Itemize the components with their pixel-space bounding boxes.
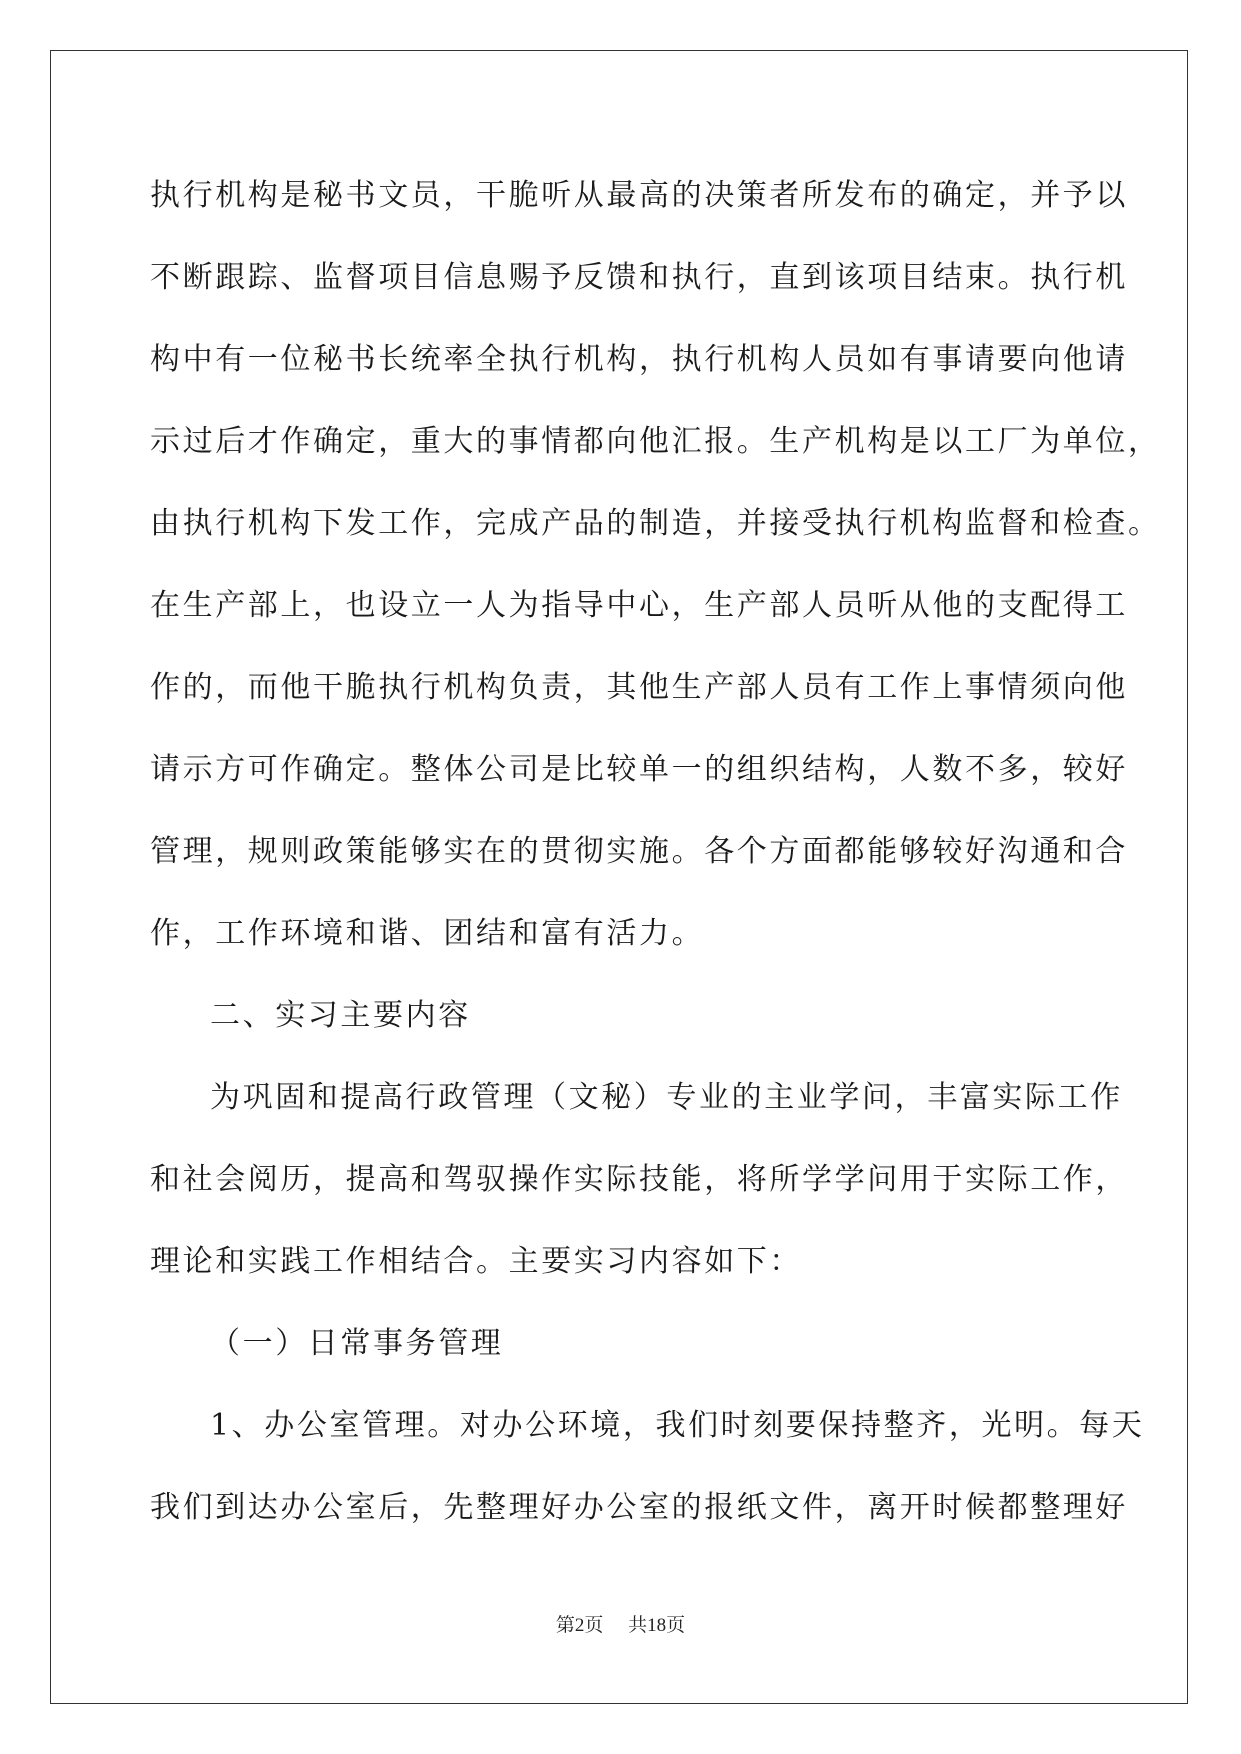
paragraph-line: 为巩固和提高行政管理（文秘）专业的主业学问，丰富实际工作 [210, 1080, 1123, 1115]
paragraph-line: 请示方可作确定。整体公司是比较单一的组织结构，人数不多，较好 [150, 752, 1128, 787]
document-body [150, 155, 1161, 1549]
page-footer [0, 1610, 1241, 1637]
paragraph-line: 由执行机构下发工作，完成产品的制造，并接受执行机构监督和检查。 [150, 506, 1161, 541]
subsection-heading: （一）日常事务管理 [210, 1326, 504, 1361]
page-total: 共18页 [628, 1615, 686, 1636]
paragraph-line: 理论和实践工作相结合。主要实习内容如下： [150, 1244, 802, 1279]
page-number: 第2页 [555, 1615, 604, 1636]
paragraph-line: 构中有一位秘书长统率全执行机构，执行机构人员如有事请要向他请 [150, 342, 1128, 377]
section-heading: 二、实习主要内容 [210, 998, 471, 1033]
paragraph-line: 执行机构是秘书文员，干脆听从最高的决策者所发布的确定，并予以 [150, 178, 1128, 213]
paragraph-line: 管理，规则政策能够实在的贯彻实施。各个方面都能够较好沟通和合 [150, 834, 1128, 869]
paragraph-line: 在生产部上，也设立一人为指导中心，生产部人员听从他的支配得工 [150, 588, 1128, 623]
paragraph-line: 和社会阅历，提高和驾驭操作实际技能，将所学学问用于实际工作， [150, 1162, 1128, 1197]
paragraph-line: 我们到达办公室后，先整理好办公室的报纸文件，离开时候都整理好 [150, 1490, 1128, 1525]
paragraph-line: 作的，而他干脆执行机构负责，其他生产部人员有工作上事情须向他 [150, 670, 1128, 705]
paragraph-line: 示过后才作确定，重大的事情都向他汇报。生产机构是以工厂为单位， [150, 424, 1161, 459]
paragraph-line: 不断跟踪、监督项目信息赐予反馈和执行，直到该项目结束。执行机 [150, 260, 1128, 295]
paragraph-line: 1、办公室管理。对办公环境，我们时刻要保持整齐，光明。每天 [210, 1408, 1145, 1443]
paragraph-line: 作，工作环境和谐、团结和富有活力。 [150, 916, 705, 951]
